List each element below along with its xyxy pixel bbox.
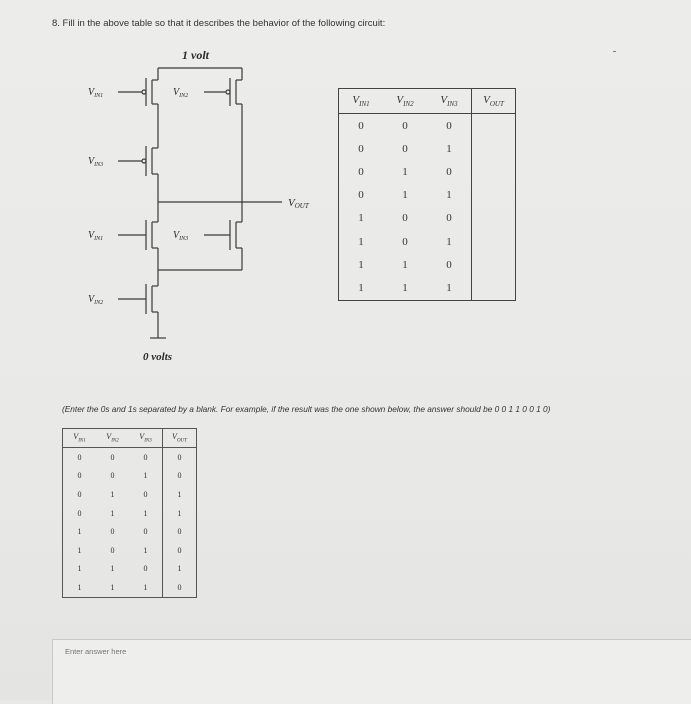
gate-label-in3-pmos: $V_{IN3}$ (88, 156, 104, 168)
example-table-cell: 0 (143, 564, 148, 574)
example-table-cell: 1 (143, 545, 148, 555)
gate-label-in2-nmos: $V_{IN2}$ (88, 294, 104, 306)
example-table-cell: 0 (63, 485, 97, 504)
example-table-cell: 0 (63, 448, 97, 467)
truth-table-cell: 0 (446, 212, 452, 225)
instruction-text: (Enter the 0s and 1s separated by a blank. For example, if the result was the one shown below, the answer should be 0 0 1 1 0 0 1 0) (62, 404, 551, 414)
example-table-cell: 0 (143, 527, 148, 537)
truth-table-cell: 0 (402, 212, 408, 225)
example-table-cell: 0 (163, 578, 197, 597)
truth-table-cell: 1 (383, 276, 427, 300)
truth-table-cell (472, 160, 516, 183)
truth-table-cell: 0 (339, 137, 384, 160)
example-table-cell: 0 (163, 522, 197, 541)
example-table-cell: 0 (143, 489, 148, 499)
example-table-cell: 1 (163, 560, 197, 579)
truth-table-row (339, 184, 516, 207)
example-table-cell: 1 (63, 541, 97, 560)
truth-table-cell: 1 (402, 189, 408, 202)
question-text: 8. Fill in the above table so that it describes the behavior of the following circuit: (52, 18, 386, 29)
truth-table-cell (472, 207, 516, 230)
truth-table-row (339, 114, 516, 138)
example-table-row (63, 541, 197, 560)
truth-table-cell (472, 230, 516, 253)
example-table-cell: 1 (110, 564, 115, 574)
truth-table-cell: 1 (339, 230, 384, 253)
example-table-cell: 0 (110, 545, 115, 555)
ground-voltage-label: 0 volts (143, 351, 173, 363)
example-table-cell: 1 (143, 471, 148, 481)
example-table-cell: 0 (163, 467, 197, 486)
truth-table-cell (472, 114, 516, 138)
example-table-cell: 0 (63, 504, 97, 523)
truth-table-row (339, 207, 516, 230)
truth-table-cell: 0 (446, 165, 452, 178)
example-header-vin3: $V_{IN3}$ (129, 429, 163, 448)
truth-table-cell: 1 (402, 165, 408, 178)
example-table-cell: 0 (163, 448, 197, 467)
header-vout: $V_{OUT}$ (472, 89, 516, 114)
supply-voltage-label: 1 volt (182, 48, 209, 62)
example-table-cell: 1 (96, 578, 129, 597)
truth-table-cell: 1 (339, 276, 384, 300)
example-table-cell: 0 (110, 527, 115, 537)
truth-table-header (339, 89, 516, 114)
example-table (62, 428, 197, 598)
gate-label-in3-nmos: $V_{IN3}$ (173, 230, 189, 242)
example-table-row (63, 504, 197, 523)
truth-table-cell: 0 (339, 184, 384, 207)
truth-table-cell: 1 (339, 253, 384, 276)
example-table-header (63, 429, 197, 448)
example-table-cell: 1 (110, 489, 115, 499)
example-table-row (63, 560, 197, 579)
header-vin1: $V_{IN1}$ (339, 89, 384, 114)
truth-table-cell: 0 (446, 119, 452, 132)
example-table-cell: 1 (110, 508, 115, 518)
example-table-cell: 1 (63, 578, 97, 597)
example-table-cell: 0 (110, 452, 115, 462)
truth-table-cell (472, 276, 516, 300)
truth-table-cell: 1 (427, 276, 472, 300)
example-table-row (63, 578, 197, 597)
example-header-vin1: $V_{IN1}$ (63, 429, 97, 448)
truth-table-cell (472, 184, 516, 207)
truth-table-cell: 0 (402, 142, 408, 155)
gate-label-in1-nmos: $V_{IN1}$ (88, 230, 104, 242)
truth-table-row (339, 253, 516, 276)
example-table-row (63, 522, 197, 541)
truth-table-cell (472, 137, 516, 160)
header-vin2: $V_{IN2}$ (383, 89, 427, 114)
truth-table-cell: 0 (446, 258, 452, 271)
truth-table-cell (472, 253, 516, 276)
truth-table-cell: 1 (446, 189, 452, 202)
example-table-cell: 0 (63, 467, 97, 486)
truth-table-cell: 0 (402, 235, 408, 248)
truth-table-cell: 1 (446, 235, 452, 248)
truth-table-cell: 0 (339, 114, 384, 138)
example-table-cell: 1 (129, 578, 163, 597)
example-table-cell: 1 (143, 508, 148, 518)
answer-input[interactable] (63, 646, 667, 657)
gate-label-in2-pmos: $V_{IN2}$ (173, 87, 189, 99)
example-table-cell: 0 (163, 541, 197, 560)
truth-table-cell: 1 (339, 207, 384, 230)
example-header-vin2: $V_{IN2}$ (96, 429, 129, 448)
header-vin3: $V_{IN3}$ (427, 89, 472, 114)
truth-table-row (339, 137, 516, 160)
example-table-cell: 1 (163, 485, 197, 504)
truth-table-cell: 0 (339, 160, 384, 183)
truth-table-cell: 1 (402, 258, 408, 271)
example-header-vout: $V_{OUT}$ (163, 429, 197, 448)
example-table-cell: 1 (63, 522, 97, 541)
example-table-cell: 0 (143, 452, 148, 462)
example-table-row (63, 485, 197, 504)
truth-table-cell: 1 (446, 142, 452, 155)
example-table-row (63, 448, 197, 467)
truth-table-cell: 0 (402, 119, 408, 132)
answer-box[interactable] (52, 639, 691, 704)
truth-table-row (339, 230, 516, 253)
example-table-cell: 1 (63, 560, 97, 579)
truth-table-row (339, 276, 516, 300)
truth-table (338, 88, 516, 301)
gate-label-in1-pmos: $V_{IN1}$ (88, 87, 104, 99)
example-table-cell: 1 (163, 504, 197, 523)
example-table-cell: 0 (110, 471, 115, 481)
truth-table-row (339, 160, 516, 183)
example-table-row (63, 467, 197, 486)
output-label: VOUT (288, 197, 309, 210)
